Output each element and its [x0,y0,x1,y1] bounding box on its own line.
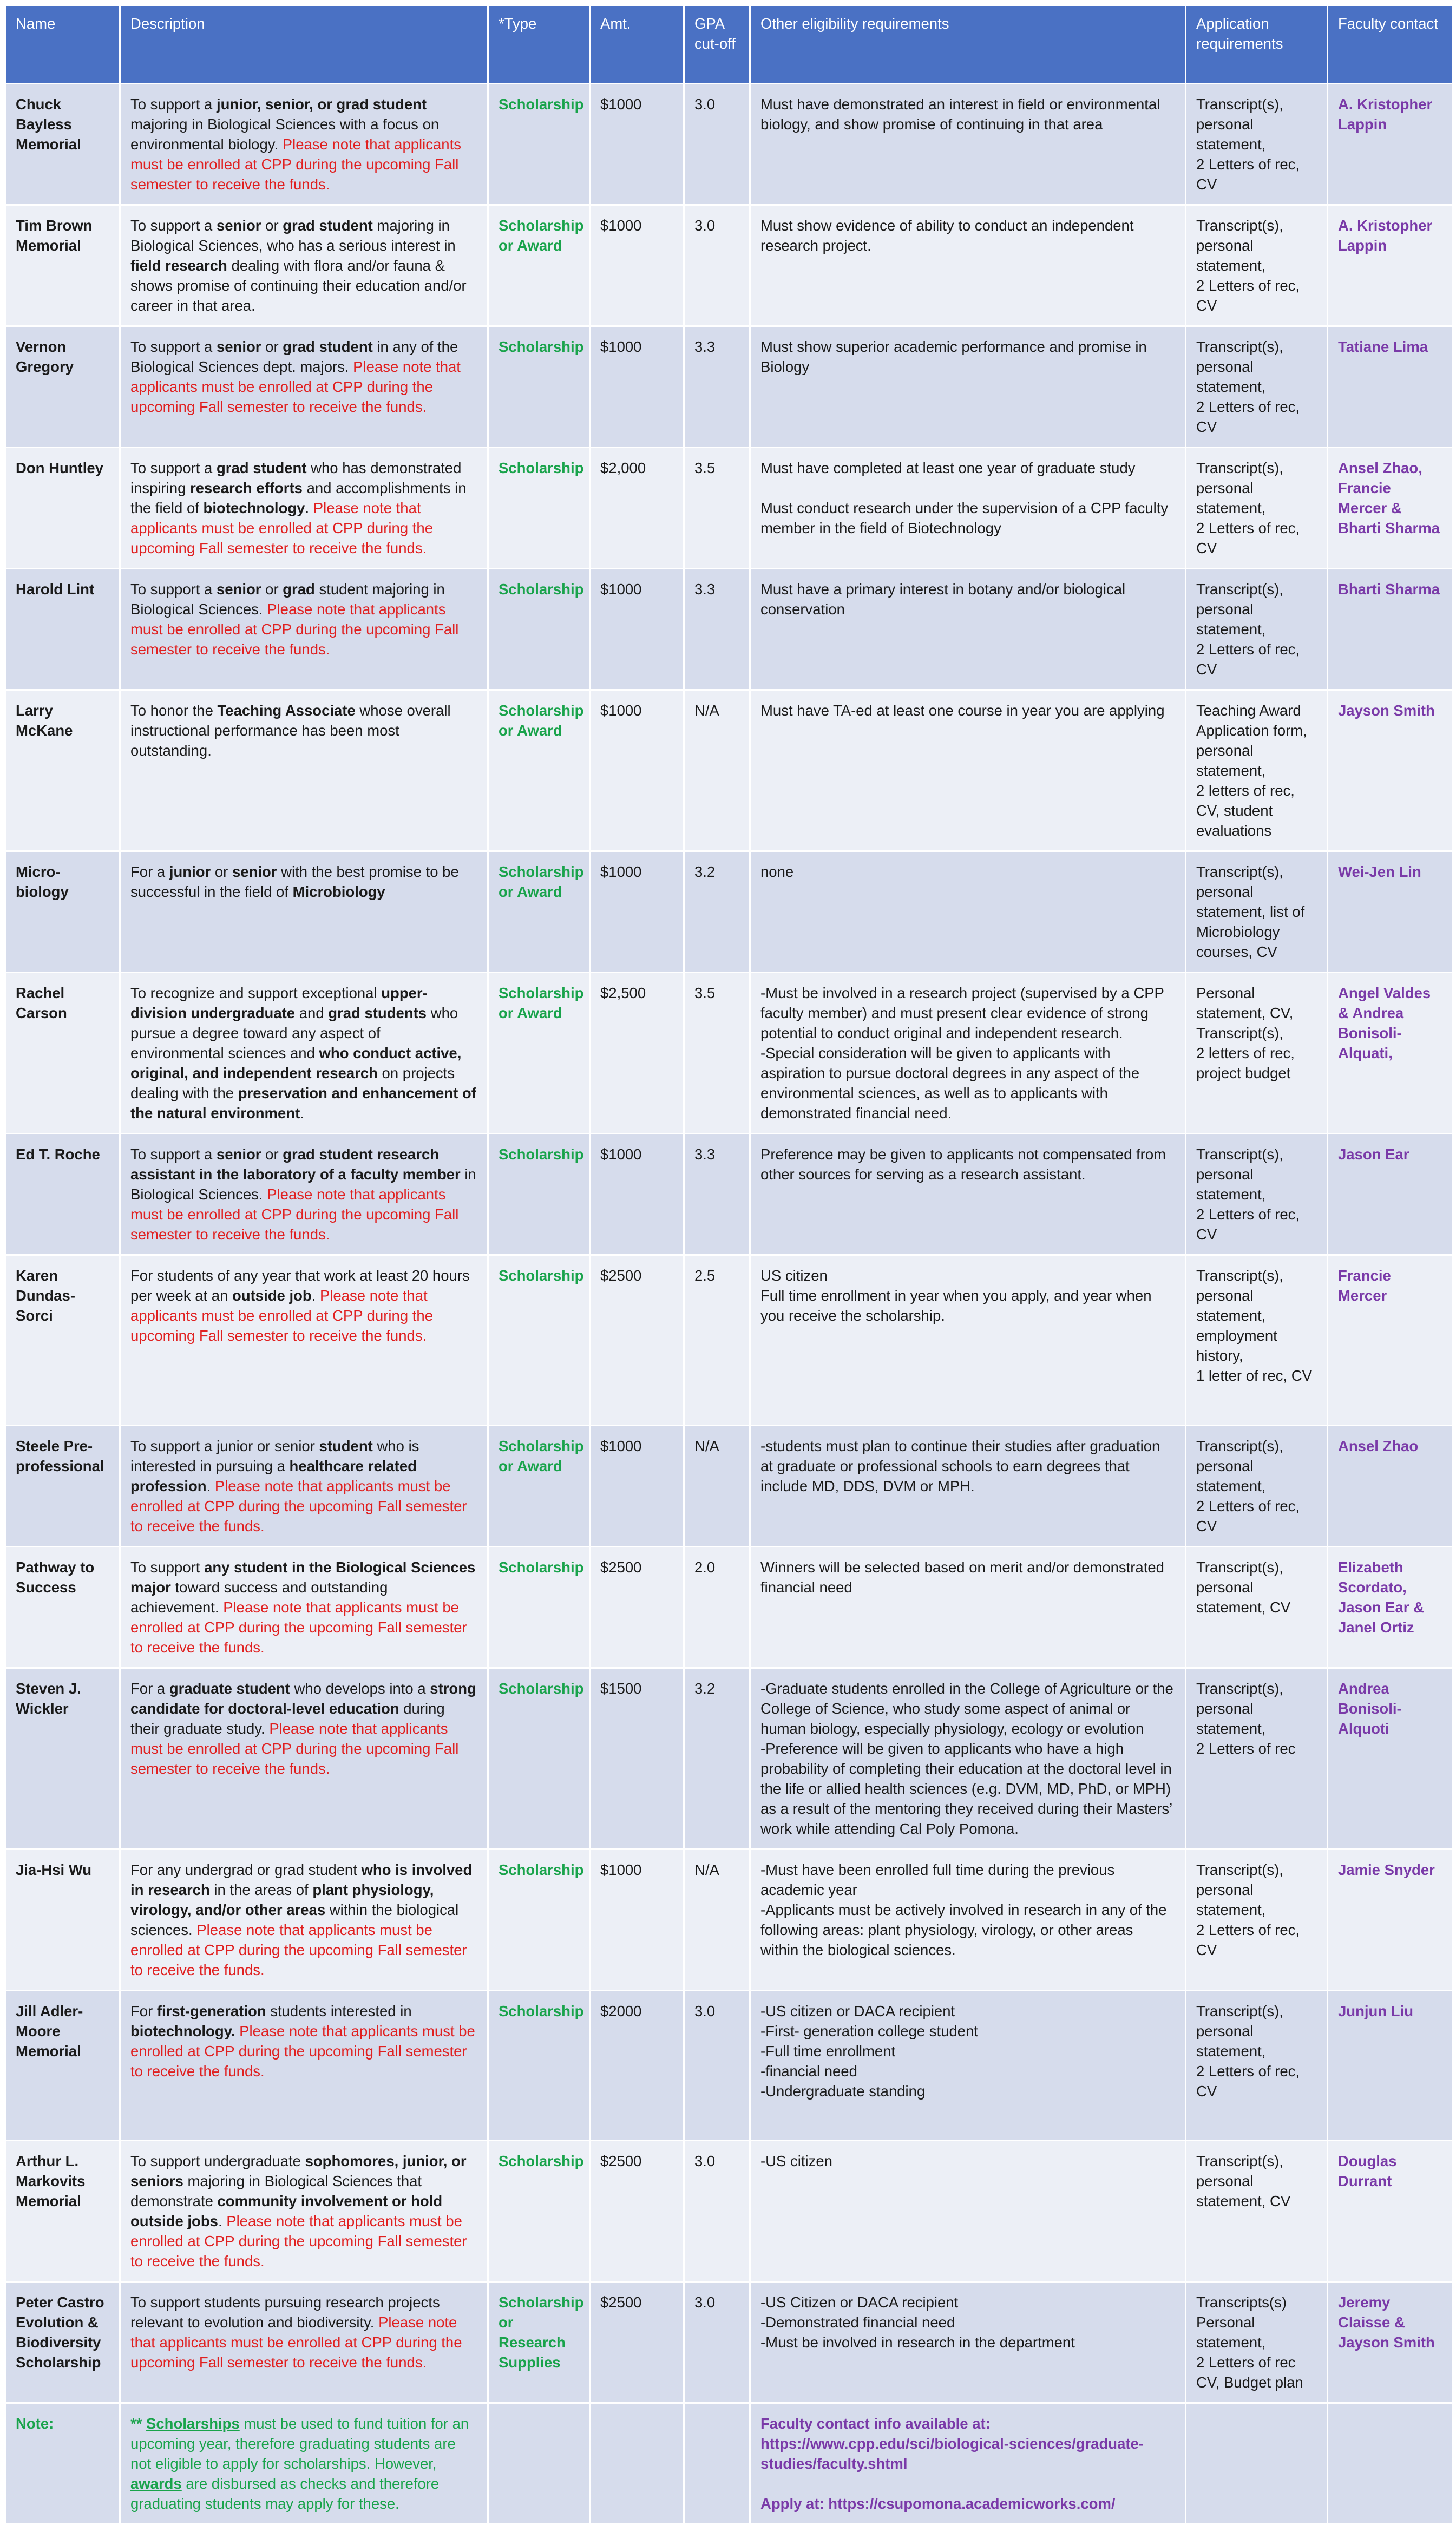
description-text [235,2023,240,2039]
gpa-cutoff: N/A [684,690,750,851]
gpa-cutoff: 3.3 [684,326,750,448]
table-row [5,1134,1453,1255]
award-description [120,326,488,448]
faculty-contact: Bharti Sharma [1328,569,1453,690]
award-type: Scholarship or Award [488,851,590,973]
faculty-contact: Jeremy Claisse & Jayson Smith [1328,2282,1453,2403]
eligibility-requirements: -Must be involved in a research project (supervised by a CPP faculty member) and must present clear evidence of strong potential to conduct original and independent research. -Special consideration will be given to applicants with aspiration to pursue doctoral degrees in any aspect of the environmental sciences, as well as to applicants with demonstrated financial need. [750,973,1186,1134]
description-text: . [305,500,313,516]
eligibility-item: Must conduct research under the supervision of a CPP faculty member in the field of Biotechnology [760,500,1169,536]
award-type: Scholarship [488,1547,590,1668]
description-text: . [206,1478,215,1494]
eligibility-requirements: -Graduate students enrolled in the College of Agriculture or the College of Science, who study some aspect of animal or human biology, especially physiology, ecology or evolution -Preference will be given to applicants who have a high probability of completing their education at the doctoral level in the life or allied health sciences (e.g. DVM, MD, PhD, or MPH) as a result of the mentoring they received during their Masters’ work while attending Cal Poly Pomona. [750,1668,1186,1850]
table-row [5,569,1453,690]
gpa-cutoff: 3.0 [684,205,750,326]
eligibility-requirements: Must show superior academic performance and promise in Biology [750,326,1186,448]
description-text: any student in the Biological Sciences major [130,1559,476,1596]
empty-cell [684,2403,750,2524]
award-description [120,1668,488,1850]
eligibility-requirements: Must have a primary interest in botany and/or biological conservation [750,569,1186,690]
description-text: sophomores, junior, or seniors [130,2153,467,2189]
eligibility-requirements: Winners will be selected based on merit and/or demonstrated financial need [750,1547,1186,1668]
header-type: *Type [488,5,590,84]
description-text: on projects dealing with the [130,1065,455,1101]
award-name: Tim Brown Memorial [5,205,120,326]
gpa-cutoff: 3.2 [684,1668,750,1850]
empty-cell [488,2403,590,2524]
description-text: senior [216,1146,261,1163]
gpa-cutoff: 3.0 [684,84,750,205]
award-description [120,2141,488,2282]
gpa-cutoff: 2.0 [684,1547,750,1668]
description-text: upper-division undergraduate [130,985,428,1021]
description-text: For [130,2003,157,2019]
table-row [5,1668,1453,1850]
description-text: . [300,1105,304,1122]
eligibility-requirements: Must show evidence of ability to conduct an independent research project. [750,205,1186,326]
eligibility-requirements: none [750,851,1186,973]
header-application: Application requirements [1186,5,1328,84]
enrollment-note: Please note that applicants must be enrolled at CPP during the upcoming Fall semester to receive the funds. [130,1186,459,1243]
note-text [120,2403,488,2524]
award-type: Scholarship [488,448,590,569]
faculty-contact: A. Kristopher Lappin [1328,84,1453,205]
enrollment-note: Please note that applicants must be enrolled at CPP during the upcoming Fall semester to receive the funds. [130,500,433,556]
award-type: Scholarship [488,1134,590,1255]
gpa-cutoff: N/A [684,1426,750,1547]
description-text: and accomplishments in the field of [130,480,467,516]
eligibility-requirements: US citizen Full time enrollment in year when you apply, and year when you receive the scholarship. [750,1255,1186,1426]
description-text: To support a [130,338,217,355]
award-type: Scholarship [488,2141,590,2282]
description-text: who has demonstrated inspiring [130,460,462,496]
award-name: Micro-biology [5,851,120,973]
table-row [5,2141,1453,2282]
description-text: who develops into a [290,1680,430,1697]
award-description [120,205,488,326]
application-requirements: Transcript(s), personal statement, 2 Letters of rec, CV [1186,1850,1328,1991]
award-name: Steven J. Wickler [5,1668,120,1850]
award-type: Scholarship [488,1991,590,2141]
enrollment-note: Please note that applicants must be enrolled at CPP during the upcoming Fall semester to receive the funds. [130,601,459,658]
description-text: For any undergrad or grad student [130,1861,362,1878]
award-amount: $2500 [590,2282,684,2403]
description-text: student [319,1438,373,1454]
award-description [120,1991,488,2141]
award-type: Scholarship [488,326,590,448]
enrollment-note: Please note that applicants must be enrolled at CPP during the upcoming Fall semester to receive the funds. [130,1921,467,1978]
description-text: junior, senior, or grad student [216,96,427,113]
description-text: students interested in [266,2003,412,2019]
award-name: Don Huntley [5,448,120,569]
award-name: Karen Dundas-Sorci [5,1255,120,1426]
faculty-contact: A. Kristopher Lappin [1328,205,1453,326]
description-text: To support a [130,217,217,234]
description-text: or [211,863,232,880]
application-requirements: Transcript(s), personal statement, 2 Letters of rec, CV [1186,1991,1328,2141]
enrollment-note: Please note that applicants must be enrolled at CPP during the upcoming Fall semester to receive the funds. [130,2314,462,2371]
enrollment-note: Please note that applicants must be enrolled at CPP during the upcoming Fall semester to receive the funds. [130,1287,433,1344]
header-gpa: GPA cut-off [684,5,750,84]
award-type: Scholarship [488,1255,590,1426]
description-text: senior [216,581,261,598]
eligibility-requirements: -students must plan to continue their studies after graduation at graduate or professional schools to earn degrees that include MD, DDS, DVM or MPH. [750,1426,1186,1547]
spacer [760,2474,1175,2494]
faculty-contact: Ansel Zhao [1328,1426,1453,1547]
faculty-contact: Jason Ear [1328,1134,1453,1255]
description-text: community involvement or hold outside jobs [130,2193,443,2229]
award-type: Scholarship or Award [488,205,590,326]
description-text: senior [216,217,261,234]
award-description [120,973,488,1134]
description-text: grad student research assistant in the laboratory of a faculty member [130,1146,461,1183]
description-text: who pursue a degree toward any aspect of environmental sciences and [130,1005,458,1061]
description-text: majoring in Biological Sciences with a focus on environmental biology. [130,116,440,153]
award-amount: $2500 [590,1255,684,1426]
award-amount: $1000 [590,326,684,448]
gpa-cutoff: 3.0 [684,2282,750,2403]
table-row [5,1547,1453,1668]
description-text: or [261,338,283,355]
description-text: healthcare related profession [130,1458,417,1494]
eligibility-requirements: -US citizen [750,2141,1186,2282]
description-text: To support a junior or senior [130,1438,319,1454]
eligibility-requirements: Must have TA-ed at least one course in year you are applying [750,690,1186,851]
apply-link[interactable]: https://csupomona.academicworks.com/ [828,2495,1116,2512]
description-text: student majoring in Biological Sciences. [130,581,445,618]
application-requirements: Transcripts(s) Personal statement, 2 Letters of rec CV, Budget plan [1186,2282,1328,2403]
header-description: Description [120,5,488,84]
faculty-contact: Ansel Zhao, Francie Mercer & Bharti Sharma [1328,448,1453,569]
eligibility-requirements: Must have demonstrated an interest in field or environmental biology, and show promise of continuing in that area [750,84,1186,205]
application-requirements: Transcript(s), personal statement, list of Microbiology courses, CV [1186,851,1328,973]
description-text: in any of the Biological Sciences dept. majors. [130,338,458,375]
empty-cell [1328,2403,1453,2524]
eligibility-requirements [750,448,1186,569]
award-name: Chuck Bayless Memorial [5,84,120,205]
description-text: To honor the [130,702,218,719]
faculty-contact: Elizabeth Scordato, Jason Ear & Janel Ortiz [1328,1547,1453,1668]
gpa-cutoff: 3.5 [684,973,750,1134]
eligibility-requirements: Preference may be given to applicants not compensated from other sources for serving as a research assistant. [750,1134,1186,1255]
description-text: biotechnology. [130,2023,235,2039]
description-text: grad [283,581,315,598]
empty-cell [1186,2403,1328,2524]
header-faculty: Faculty contact [1328,5,1453,84]
description-text: graduate student [169,1680,290,1697]
award-amount: $1000 [590,1426,684,1547]
description-text: within the biological sciences. [130,1901,459,1938]
enrollment-note: Please note that applicants must be enrolled at CPP during the upcoming Fall semester to receive the funds. [130,1599,467,1656]
description-text: toward success and outstanding achievement. [130,1579,388,1616]
apply-line [760,2494,1175,2514]
header-row [5,5,1453,84]
gpa-cutoff: 2.5 [684,1255,750,1426]
faculty-contact: Andrea Bonisoli-Alquoti [1328,1668,1453,1850]
table-row [5,973,1453,1134]
description-text: outside job [232,1287,312,1304]
description-text: plant physiology, virology, and/or other areas [130,1881,434,1918]
application-requirements: Personal statement, CV, Transcript(s), 2 letters of rec, project budget [1186,973,1328,1134]
award-name: Rachel Carson [5,973,120,1134]
description-text: whose overall instructional performance has been most outstanding. [130,702,451,759]
description-text: during their graduate study. [130,1700,445,1737]
award-description [120,569,488,690]
table-row [5,84,1453,205]
description-text: To support a [130,460,217,476]
eligibility-requirements: -Must have been enrolled full time during the previous academic year -Applicants must be actively involved in research in any of the following areas: plant physiology, virology, or other areas within the biological sciences. [750,1850,1186,1991]
description-text: To support a [130,581,217,598]
gpa-cutoff: 3.0 [684,1991,750,2141]
description-text: who is involved in research [130,1861,473,1898]
award-amount: $1000 [590,84,684,205]
description-text: To support students pursuing research projects relevant to evolution and biodiversity. [130,2294,440,2331]
award-amount: $1000 [590,569,684,690]
award-name: Jill Adler-Moore Memorial [5,1991,120,2141]
enrollment-note: Please note that applicants must be enrolled at CPP during the upcoming Fall semester to receive the funds. [130,2023,475,2080]
spacer [760,478,1175,498]
enrollment-note: Please note that applicants must be enrolled at CPP during the upcoming Fall semester to receive the funds. [130,358,461,415]
description-text: Teaching Associate [217,702,356,719]
description-text: To support a [130,96,217,113]
award-description [120,690,488,851]
description-text: To support [130,1559,205,1576]
description-text: dealing with flora and/or fauna & shows promise of continuing their education and/or career in that area. [130,257,467,314]
award-type: Scholarship [488,84,590,205]
description-text: senior [232,863,277,880]
scholarships-word: Scholarships [146,2415,240,2432]
description-text: and [295,1005,329,1021]
application-requirements: Transcript(s), personal statement, 2 Letters of rec, CV [1186,205,1328,326]
faculty-contact: Wei-Jen Lin [1328,851,1453,973]
description-text: grad student [283,217,373,234]
award-description [120,1850,488,1991]
award-amount: $2000 [590,1991,684,2141]
award-amount: $1000 [590,690,684,851]
award-amount: $1000 [590,1850,684,1991]
description-text: grad student [283,338,373,355]
application-requirements: Transcript(s), personal statement, 2 Letters of rec, CV [1186,569,1328,690]
table-row [5,1255,1453,1426]
note-stars: ** [130,2415,147,2432]
award-type: Scholarship [488,569,590,690]
award-amount: $2500 [590,1547,684,1668]
enrollment-note: Please note that applicants must be enrolled at CPP during the upcoming Fall semester to receive the funds. [130,136,461,193]
faculty-contact: Junjun Liu [1328,1991,1453,2141]
award-type: Scholarship or Award [488,973,590,1134]
award-type: Scholarship or Award [488,1426,590,1547]
description-text: field research [130,257,227,274]
application-requirements: Transcript(s), personal statement, employment history, 1 letter of rec, CV [1186,1255,1328,1426]
gpa-cutoff: 3.5 [684,448,750,569]
table-row [5,2282,1453,2403]
award-name: Ed T. Roche [5,1134,120,1255]
award-name: Steele Pre-professional [5,1426,120,1547]
description-text: who is interested in pursuing a [130,1438,419,1474]
award-name: Arthur L. Markovits Memorial [5,2141,120,2282]
description-text: To support a [130,1146,217,1163]
application-requirements: Transcript(s), personal statement, 2 Letters of rec, CV [1186,1134,1328,1255]
faculty-contact: Angel Valdes & Andrea Bonisoli-Alquati, [1328,973,1453,1134]
table-row [5,1426,1453,1547]
note-text-part: must be used to fund tuition for an upcoming year, therefore graduating students are not eligible to apply for scholarships. However, [130,2415,469,2472]
table-row [5,690,1453,851]
enrollment-note: Please note that applicants must be enrolled at CPP during the upcoming Fall semester to receive the funds. [130,2213,467,2270]
faculty-contact: Douglas Durrant [1328,2141,1453,2282]
eligibility-requirements: -US citizen or DACA recipient -First- generation college student -Full time enrollment -financial need -Undergraduate standing [750,1991,1186,2141]
header-eligibility: Other eligibility requirements [750,5,1186,84]
application-requirements: Transcript(s), personal statement, 2 Letters of rec, CV [1186,84,1328,205]
description-text: . [218,2213,227,2229]
award-amount: $2500 [590,2141,684,2282]
award-description [120,448,488,569]
description-text: majoring in Biological Sciences that demonstrate [130,2173,422,2209]
award-name: Jia-Hsi Wu [5,1850,120,1991]
table-row [5,851,1453,973]
application-requirements: Transcript(s), personal statement, 2 Letters of rec, CV [1186,326,1328,448]
footer-row [5,2403,1453,2524]
application-requirements: Transcript(s), personal statement, CV [1186,1547,1328,1668]
description-text: or [261,1146,283,1163]
application-requirements: Transcript(s), personal statement, 2 Letters of rec [1186,1668,1328,1850]
enrollment-note: Please note that applicants must be enrolled at CPP during the upcoming Fall semester to receive the funds. [130,1478,467,1534]
award-amount: $2,000 [590,448,684,569]
description-text: biotechnology [203,500,305,516]
description-text: For students of any year that work at least 20 hours per week at an [130,1267,470,1304]
award-amount: $1000 [590,851,684,973]
table-row [5,205,1453,326]
award-description [120,1547,488,1668]
award-amount: $1500 [590,1668,684,1850]
faculty-info-label: Faculty contact info available at: [760,2415,991,2432]
description-text: majoring in Biological Sciences, who has a serious interest in [130,217,456,254]
award-type: Scholarship [488,1850,590,1991]
header-name: Name [5,5,120,84]
gpa-cutoff: 3.3 [684,1134,750,1255]
header-amount: Amt. [590,5,684,84]
description-text: . [311,1287,320,1304]
faculty-contact: Francie Mercer [1328,1255,1453,1426]
description-text: in Biological Sciences. [130,1166,476,1203]
empty-cell [590,2403,684,2524]
note-text-part: are disbursed as checks and therefore graduating students may apply for these. [130,2475,440,2512]
faculty-contact: Jamie Snyder [1328,1850,1453,1991]
eligibility-item: Must have completed at least one year of graduate study [760,460,1136,476]
award-description [120,84,488,205]
scholarship-table [4,4,1453,2525]
award-description [120,1255,488,1426]
table-row [5,326,1453,448]
description-text: with the best promise to be successful in the field of [130,863,459,900]
description-text: For a [130,1680,169,1697]
award-description [120,2282,488,2403]
description-text: preservation and enhancement of the natural environment [130,1085,476,1122]
award-type: Scholarship or Research Supplies [488,2282,590,2403]
application-requirements: Transcript(s), personal statement, 2 Letters of rec, CV [1186,1426,1328,1547]
award-amount: $1000 [590,1134,684,1255]
award-name: Vernon Gregory [5,326,120,448]
scholarship-table-container [4,4,1452,2525]
description-text: research efforts [190,480,303,496]
description-text: or [261,217,283,234]
faculty-info-link[interactable]: https://www.cpp.edu/sci/biological-sciences/graduate-studies/faculty.shtml [760,2435,1144,2472]
description-text: grad students [328,1005,427,1021]
gpa-cutoff: N/A [684,1850,750,1991]
gpa-cutoff: 3.2 [684,851,750,973]
award-type: Scholarship or Award [488,690,590,851]
award-amount: $1000 [590,205,684,326]
eligibility-requirements: -US Citizen or DACA recipient -Demonstrated financial need -Must be involved in research in the department [750,2282,1186,2403]
award-description [120,1426,488,1547]
description-text: To recognize and support exceptional [130,985,382,1001]
description-text: For a [130,863,169,880]
awards-word: awards [130,2475,182,2492]
gpa-cutoff: 3.3 [684,569,750,690]
application-requirements: Transcript(s), personal statement, 2 Letters of rec, CV [1186,448,1328,569]
award-description [120,1134,488,1255]
award-name: Pathway to Success [5,1547,120,1668]
description-text: To support undergraduate [130,2153,305,2169]
description-text: strong candidate for doctoral-level education [130,1680,476,1717]
faculty-contact: Tatiane Lima [1328,326,1453,448]
award-description [120,851,488,973]
description-text: Microbiology [292,883,385,900]
apply-label: Apply at: [760,2495,824,2512]
note-label: Note: [5,2403,120,2524]
gpa-cutoff: 3.0 [684,2141,750,2282]
application-requirements: Transcript(s), personal statement, CV [1186,2141,1328,2282]
award-name: Peter Castro Evolution & Biodiversity Scholarship [5,2282,120,2403]
table-row [5,1991,1453,2141]
application-requirements: Teaching Award Application form, personal statement, 2 letters of rec, CV, student evaluations [1186,690,1328,851]
description-text: senior [216,338,261,355]
table-row [5,448,1453,569]
award-type: Scholarship [488,1668,590,1850]
faculty-contact: Jayson Smith [1328,690,1453,851]
footer-links [750,2403,1186,2524]
description-text: junior [169,863,211,880]
description-text: or [261,581,283,598]
award-name: Harold Lint [5,569,120,690]
award-amount: $2,500 [590,973,684,1134]
award-name: Larry McKane [5,690,120,851]
table-row [5,1850,1453,1991]
enrollment-note: Please note that applicants must be enrolled at CPP during the upcoming Fall semester to receive the funds. [130,1720,459,1777]
description-text: who conduct active, original, and independent research [130,1045,462,1081]
description-text: first-generation [156,2003,266,2019]
description-text: in the areas of [209,1881,313,1898]
description-text: grad student [216,460,307,476]
